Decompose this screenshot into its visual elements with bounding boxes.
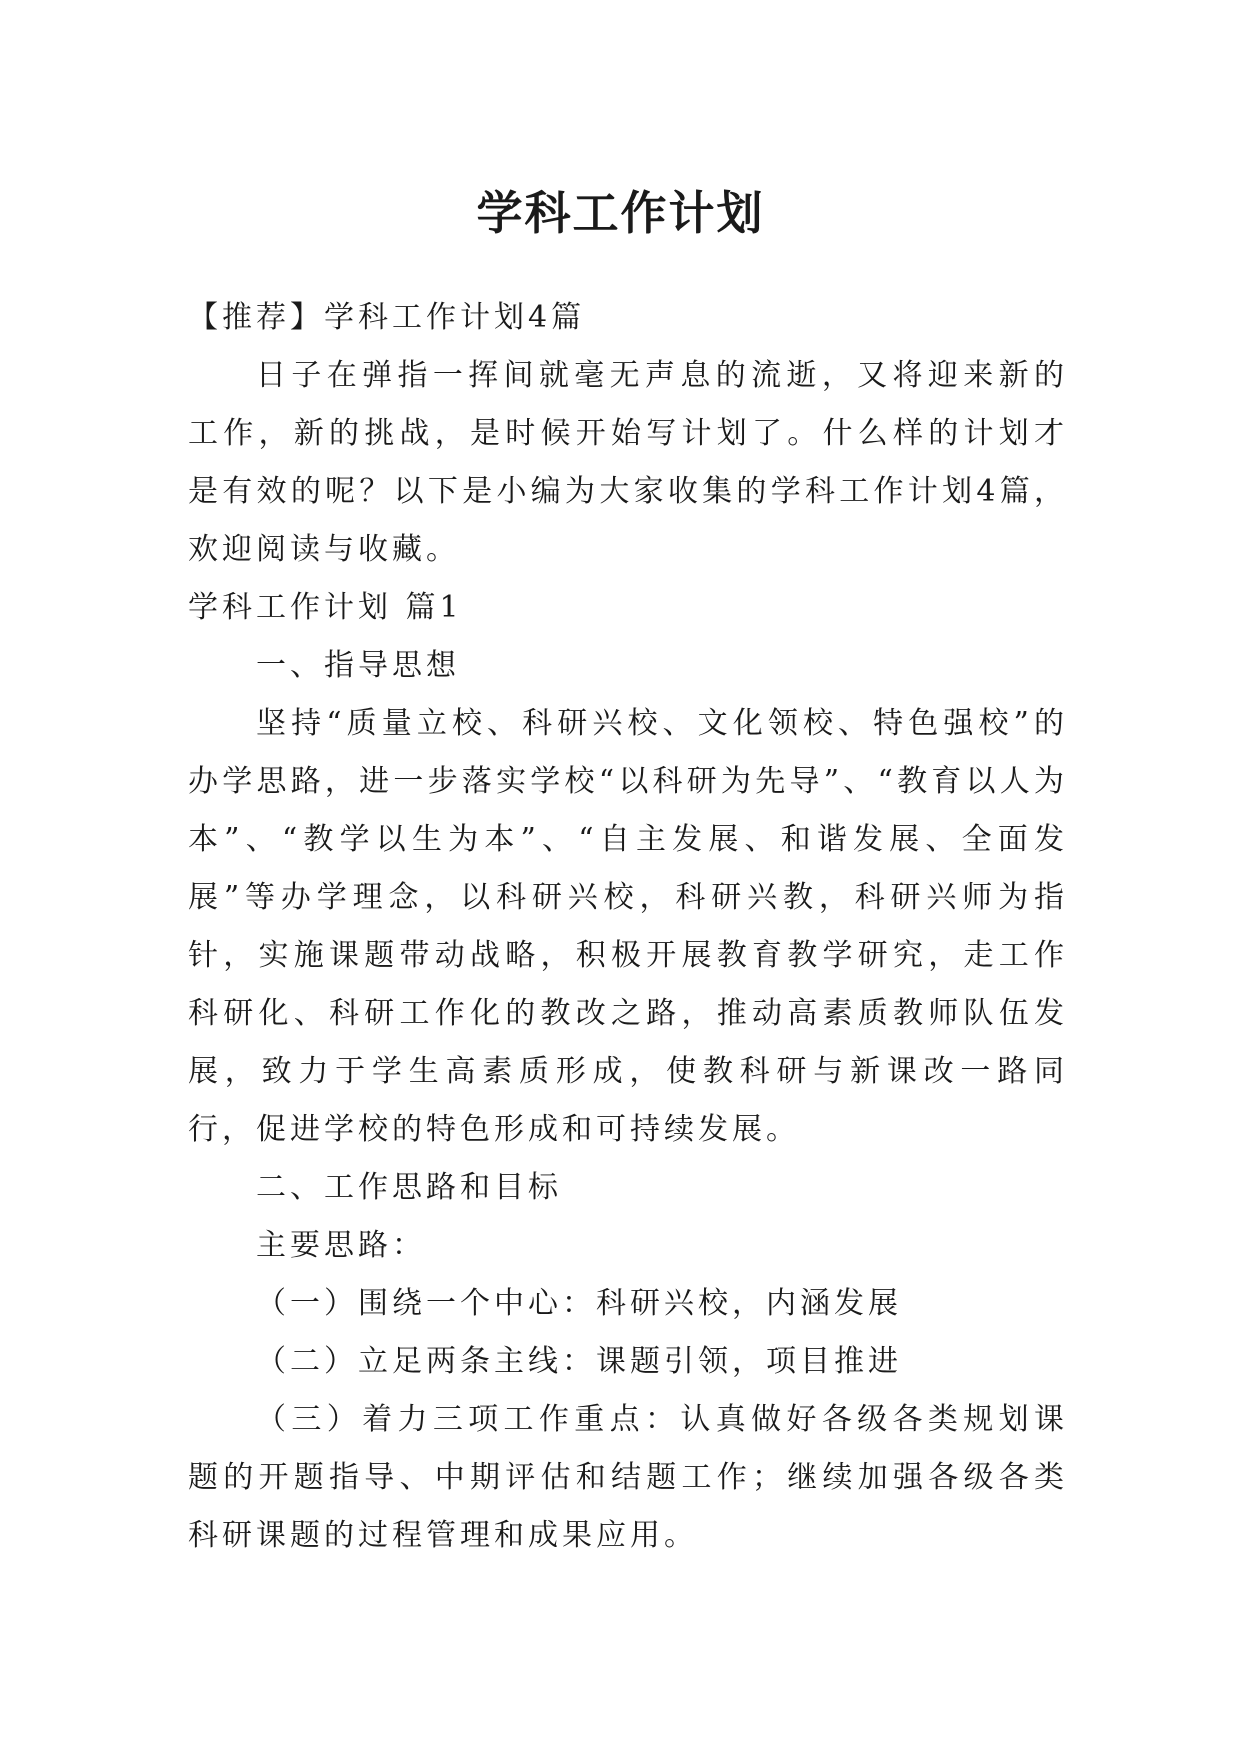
idea-item-2: （二）立足两条主线：课题引领，项目推进 bbox=[256, 1344, 902, 1379]
document-title: 学科工作计划 bbox=[476, 185, 765, 240]
document-body bbox=[188, 289, 1068, 1565]
heading-work-ideas-goals: 二、工作思路和目标 bbox=[256, 1170, 562, 1205]
section-heading-part-1: 学科工作计划 篇1 bbox=[188, 590, 463, 625]
main-ideas-label: 主要思路： bbox=[256, 1228, 426, 1263]
heading-guiding-ideology: 一、指导思想 bbox=[256, 648, 460, 683]
intro-paragraph: 日子在弹指一挥间就毫无声息的流逝，又将迎来新的工作，新的挑战，是时候开始写计划了。什么样的计划才是有效的呢？以下是小编为大家收集的学科工作计划4篇，欢迎阅读与收藏。 bbox=[188, 358, 1068, 567]
idea-item-1: （一）围绕一个中心：科研兴校，内涵发展 bbox=[256, 1286, 902, 1321]
recommend-heading: 【推荐】学科工作计划4篇 bbox=[188, 300, 586, 335]
idea-item-3: （三）着力三项工作重点：认真做好各级各类规划课题的开题指导、中期评估和结题工作；继续加强各级各类科研课题的过程管理和成果应用。 bbox=[188, 1402, 1068, 1553]
guiding-ideology-paragraph: 坚持“质量立校、科研兴校、文化领校、特色强校”的办学思路，进一步落实学校“以科研为先导”、“教育以人为本”、“教学以生为本”、“自主发展、和谐发展、全面发展”等办学理念，以科研兴校，科研兴教，科研兴师为指针，实施课题带动战略，积极开展教育教学研究，走工作科研化、科研工作化的教改之路，推动高素质教师队伍发展，致力于学生高素质形成，使教科研与新课改一路同行，促进学校的特色形成和可持续发展。 bbox=[188, 706, 1068, 1147]
